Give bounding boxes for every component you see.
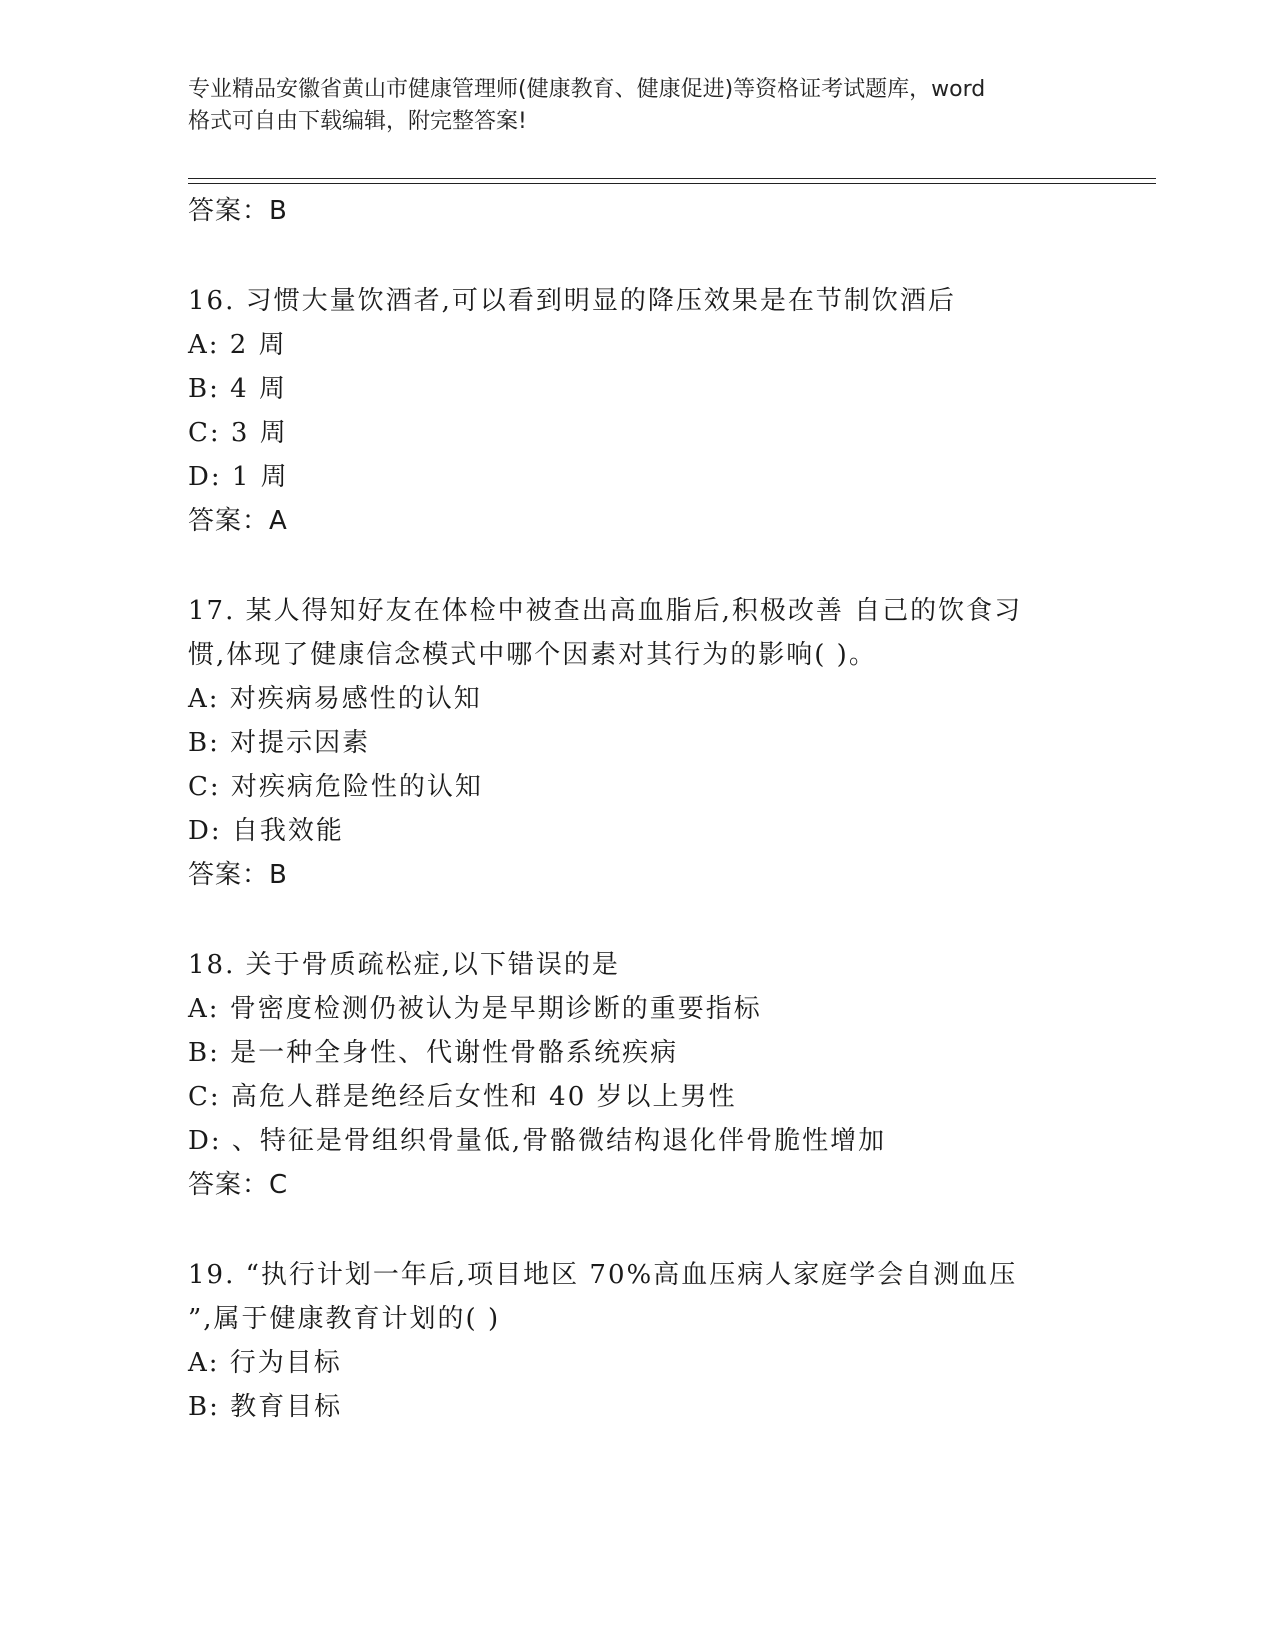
option-b: B: 对提示因素: [188, 728, 371, 758]
answer-prev: 答案：B: [188, 196, 288, 226]
option-d: D: 自我效能: [188, 816, 344, 846]
question-stem: 16. 习惯大量饮酒者,可以看到明显的降压效果是在节制饮酒后: [188, 286, 956, 316]
option-b: B: 教育目标: [188, 1392, 343, 1422]
answer: 答案：B: [188, 860, 288, 890]
answer: 答案：C: [188, 1170, 289, 1200]
question-stem-cont: 惯,体现了健康信念模式中哪个因素对其行为的影响( )。: [188, 640, 877, 670]
question-stem: 17. 某人得知好友在体检中被查出高血脂后,积极改善 自己的饮食习: [188, 596, 1023, 626]
option-d: D: 、特征是骨组织骨量低,骨骼微结构退化伴骨脆性增加: [188, 1126, 887, 1156]
option-c: C: 对疾病危险性的认知: [188, 772, 483, 802]
option-a: A: 对疾病易感性的认知: [188, 684, 482, 714]
header-line-1: 专业精品安徽省黄山市健康管理师(健康教育、健康促进)等资格证考试题库，word: [188, 77, 986, 102]
header-rule: [188, 178, 1156, 184]
option-d: D: 1 周: [188, 462, 289, 492]
option-a: A: 行为目标: [188, 1348, 342, 1378]
option-b: B: 是一种全身性、代谢性骨骼系统疾病: [188, 1038, 679, 1068]
question-stem: 19. “执行计划一年后,项目地区 70%高血压病人家庭学会自测血压: [188, 1260, 1018, 1290]
option-a: A: 骨密度检测仍被认为是早期诊断的重要指标: [188, 994, 762, 1024]
page-header: [188, 74, 1088, 138]
option-b: B: 4 周: [188, 374, 287, 404]
option-a: A: 2 周: [188, 330, 287, 360]
question-stem-cont: ”,属于健康教育计划的( ): [188, 1304, 501, 1334]
option-c: C: 3 周: [188, 418, 288, 448]
option-c: C: 高危人群是绝经后女性和 40 岁以上男性: [188, 1082, 737, 1112]
header-line-2: 格式可自由下载编辑，附完整答案!: [188, 109, 527, 134]
question-stem: 18. 关于骨质疏松症,以下错误的是: [188, 950, 620, 980]
answer: 答案：A: [188, 506, 288, 536]
